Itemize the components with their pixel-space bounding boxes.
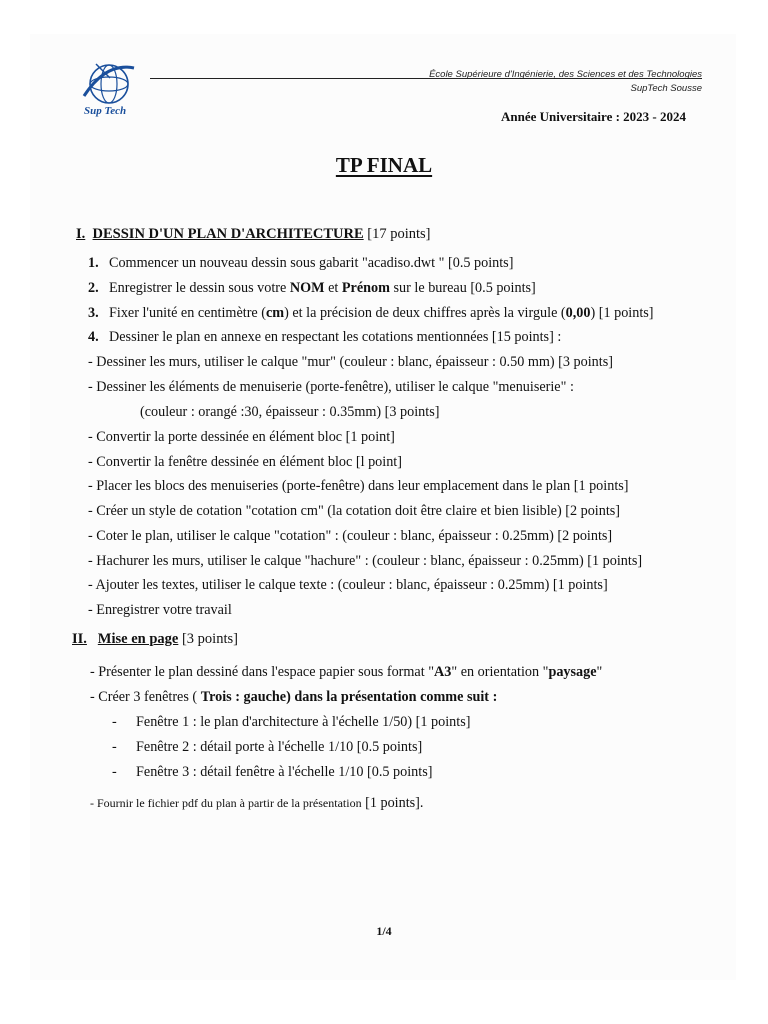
numbered-item — [88, 279, 536, 297]
item-number: 4. — [88, 329, 99, 345]
task-item: - Dessiner les murs, utiliser le calque "mur" (couleur : blanc, épaisseur : 0.50 mm) [3 points] — [88, 354, 613, 370]
school-name: École Supérieure d'Ingénierie, des Sciences et des Technologies — [429, 69, 702, 80]
suptech-logo — [76, 56, 138, 120]
window-item — [112, 738, 422, 756]
layout-instruction-2 — [90, 688, 497, 706]
logo-text: Sup Tech — [84, 105, 127, 117]
pdf-points: [1 points]. — [361, 795, 424, 811]
layout-line-1-segment: " — [596, 664, 603, 680]
section-1-heading — [76, 226, 431, 243]
section-1-points: [17 points] — [363, 226, 431, 242]
section-1-number: I. — [76, 226, 86, 242]
numbered-item-segment: Prénom — [341, 280, 390, 296]
section-2-heading — [72, 631, 238, 648]
campus-name: SupTech Sousse — [630, 83, 702, 94]
item-number: 2. — [88, 280, 99, 296]
layout-line-2-segment: ) dans la présentation comme suit : — [286, 689, 498, 705]
item-number: 3. — [88, 305, 99, 321]
layout-line-1-segment: A3 — [434, 664, 452, 680]
layout-line-1-segment: - Présenter le plan dessiné dans l'espace papier sous format " — [90, 664, 435, 680]
numbered-item-segment: 0,00 — [565, 305, 591, 321]
layout-instruction-1 — [90, 663, 602, 681]
numbered-item-segment: Commencer un nouveau dessin sous gabarit "acadiso.dwt " [0.5 points] — [109, 255, 514, 271]
window-text: Fenêtre 3 : détail fenêtre à l'échelle 1/10 [0.5 points] — [136, 764, 433, 780]
section-2-points: [3 points] — [178, 631, 238, 647]
numbered-item — [88, 328, 561, 346]
task-item: - Convertir la fenêtre dessinée en élément bloc [l point] — [88, 454, 402, 470]
window-text: Fenêtre 1 : le plan d'architecture à l'échelle 1/50) [1 points] — [136, 714, 471, 730]
numbered-item-segment: cm — [265, 305, 285, 321]
layout-line-1-segment: paysage — [548, 664, 597, 680]
section-1-title: DESSIN D'UN PLAN D'ARCHITECTURE — [92, 226, 364, 242]
task-item: - Dessiner les éléments de menuiserie (porte-fenêtre), utiliser le calque "menuiserie" : — [88, 379, 574, 395]
task-item: - Coter le plan, utiliser le calque "cotation" : (couleur : blanc, épaisseur : 0.25mm) [2 points] — [88, 528, 613, 544]
item-number: 1. — [88, 255, 99, 271]
pdf-note: - Fournir le fichier pdf du plan à partir de la présentation — [90, 796, 362, 810]
window-item — [112, 713, 470, 731]
window-item — [112, 763, 432, 781]
section-2-title: Mise en page — [97, 631, 179, 647]
layout-line-1-segment: " en orientation " — [451, 664, 549, 680]
layout-line-2-segment: - Créer 3 fenêtres ( — [90, 689, 201, 705]
page-number: 1/4 — [376, 924, 392, 938]
numbered-item-segment: et — [324, 280, 342, 296]
numbered-item-segment: ) [1 points] — [590, 305, 654, 321]
page-title: TP FINAL — [335, 153, 433, 177]
task-item: - Ajouter les textes, utiliser le calque texte : (couleur : blanc, épaisseur : 0.25mm) [1 points] — [88, 577, 608, 593]
numbered-item-segment: NOM — [289, 280, 325, 296]
numbered-item — [88, 254, 513, 272]
bullet-dash: - — [112, 739, 117, 755]
task-item: - Créer un style de cotation "cotation cm" (la cotation doit être claire et bien lisible) [2 points] — [88, 503, 621, 519]
numbered-item-segment: Fixer l'unité en centimètre ( — [109, 305, 266, 321]
task-item: - Placer les blocs des menuiseries (porte-fenêtre) dans leur emplacement dans le plan [1 points] — [88, 478, 629, 494]
pdf-instruction — [90, 794, 423, 812]
academic-year: Année Universitaire : 2023 - 2024 — [501, 109, 686, 124]
task-item: - Hachurer les murs, utiliser le calque "hachure" : (couleur : blanc, épaisseur : 0.25mm) [1 points] — [88, 553, 643, 569]
numbered-item-segment: ) et la précision de deux chiffres après la virgule ( — [284, 305, 566, 321]
section-2-number: II. — [72, 631, 87, 647]
numbered-item-segment: Dessiner le plan en annexe en respectant les cotations mentionnées [15 points] : — [109, 329, 562, 345]
numbered-item-segment: sur le bureau [0.5 points] — [389, 280, 536, 296]
bullet-dash: - — [112, 764, 117, 780]
bullet-dash: - — [112, 714, 117, 730]
task-item: - Convertir la porte dessinée en élément bloc [1 point] — [88, 429, 395, 445]
layout-line-2-segment: Trois : gauche — [200, 689, 287, 705]
task-item: (couleur : orangé :30, épaisseur : 0.35mm) [3 points] — [140, 404, 440, 420]
task-item: - Enregistrer votre travail — [88, 602, 232, 618]
numbered-item — [88, 304, 654, 322]
numbered-item-segment: Enregistrer le dessin sous votre — [109, 280, 290, 296]
window-text: Fenêtre 2 : détail porte à l'échelle 1/10 [0.5 points] — [136, 739, 423, 755]
